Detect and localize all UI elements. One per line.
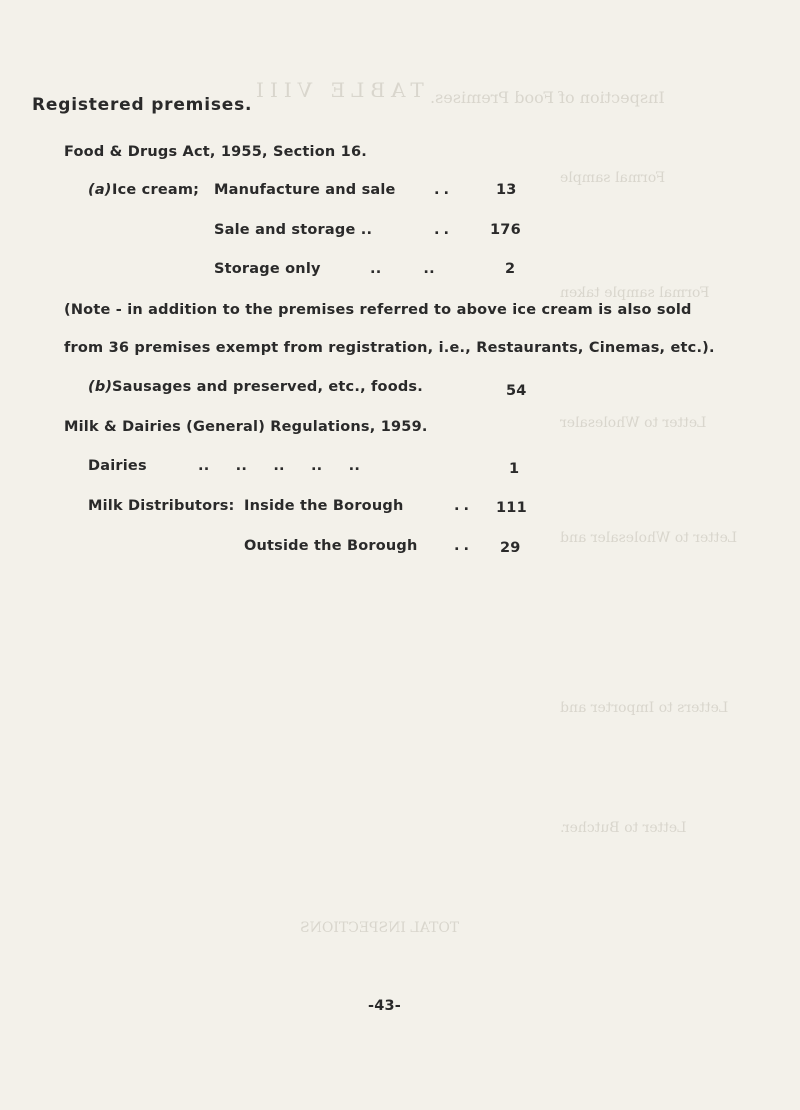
- page-number: -43-: [368, 998, 402, 1014]
- section-heading: Registered premises.: [32, 95, 253, 115]
- dairies-value: 1: [509, 461, 520, 477]
- show-through-text: Letter to Wholesaler and: [560, 530, 738, 546]
- item-a-label: Ice cream;: [112, 182, 200, 198]
- dairies-label: Dairies: [88, 458, 147, 474]
- note-line: (Note - in addition to the premises referred to above ice cream is also sold: [64, 302, 692, 318]
- inside-borough-label: Inside the Borough: [244, 498, 404, 514]
- outside-borough-dots: ..: [454, 538, 474, 554]
- ice-cream-row-label: Sale and storage ..: [214, 222, 373, 238]
- ice-cream-row-label: Manufacture and sale: [214, 182, 396, 198]
- show-through-text: Letter to Wholesaler: [560, 415, 707, 431]
- inside-borough-dots: ..: [454, 498, 474, 514]
- ice-cream-row-dots: ..: [434, 222, 454, 238]
- ice-cream-row-value: 13: [496, 182, 517, 198]
- inside-borough-value: 111: [496, 500, 527, 516]
- item-b-value: 54: [506, 383, 527, 399]
- show-through-text: Formal sample: [560, 170, 666, 186]
- show-through-text: Formal sample taken: [560, 285, 710, 301]
- item-a-marker: (a): [88, 182, 112, 198]
- outside-borough-label: Outside the Borough: [244, 538, 418, 554]
- dairies-dots: .. .. .. .. ..: [198, 458, 361, 474]
- act-title: Food & Drugs Act, 1955, Section 16.: [64, 144, 367, 160]
- item-b-label: Sausages and preserved, etc., foods.: [112, 379, 423, 395]
- show-through-text: TOTAL INSPECTIONS: [300, 920, 460, 936]
- regulations-title: Milk & Dairies (General) Regulations, 1959.: [64, 419, 428, 435]
- ice-cream-row-dots: .. ..: [370, 261, 435, 277]
- show-through-text: Letter to Butcher.: [560, 820, 687, 836]
- ice-cream-row-value: 176: [490, 222, 521, 238]
- ice-cream-row-dots: ..: [434, 182, 454, 198]
- item-b-marker: (b): [88, 379, 113, 395]
- ice-cream-row-value: 2: [505, 261, 516, 277]
- show-through-text: Letters to Importer and: [560, 700, 729, 716]
- distributors-label: Milk Distributors:: [88, 498, 235, 514]
- ice-cream-row-label: Storage only: [214, 261, 321, 277]
- show-through-text: Inspection of Food Premises.: [430, 88, 665, 107]
- show-through-text: TABLE VIII: [250, 78, 424, 102]
- note-line: from 36 premises exempt from registration, i.e., Restaurants, Cinemas, etc.).: [64, 340, 715, 356]
- outside-borough-value: 29: [500, 540, 521, 556]
